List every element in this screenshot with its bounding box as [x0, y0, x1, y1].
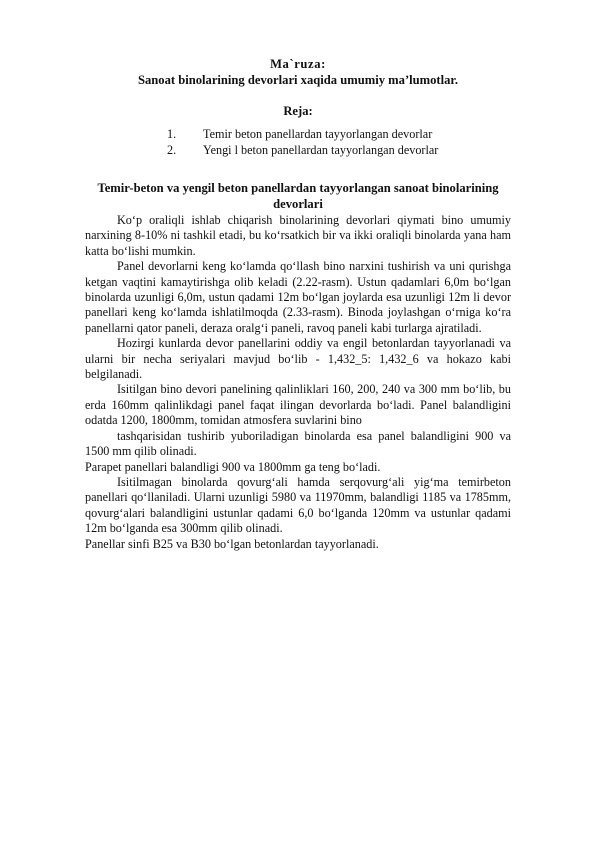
body-paragraph: Panellar sinfi B25 va B30 bo‘lgan betonlardan tayyorlanadi.	[85, 536, 379, 551]
body-paragraph: Hozirgi kunlarda devor panellarini oddiy va engil betonlardan tayyorlanadi va ularni bir necha seriyalari mavjud bo‘lib - 1,432_5: 1,432_6 va hokazo kabi belgilanadi.	[85, 336, 511, 382]
plan-item	[85, 143, 511, 159]
document-page	[85, 56, 511, 552]
section-heading: Temir-beton va yengil beton panellardan tayyorlangan sanoat binolarining devorlari	[97, 181, 499, 211]
body-paragraph: Isitilmagan binolarda qovurg‘ali hamda serqovurg‘ali yig‘ma temirbeton panellari qo‘llaniladi. Ularni uzunligi 5980 va 11970mm, balandligi 1185 va 1785mm, qovurg‘alari balandligini ustunlar qadami 6,0 bo‘lganda 120mm va ustunlar qadami 12m bo‘lganda esa 300mm qilib olinadi.	[85, 474, 511, 536]
body-paragraph: Parapet panellari balandligi 900 va 1800mm ga teng bo‘ladi.	[85, 459, 381, 474]
body-paragraph: Isitilgan bino devori panelining qalinliklari 160, 200, 240 va 300 mm bo‘lib, bu erda 160mm qalinlikdagi panel faqat ilingan devorlarda bo‘ladi. Panel balandligini odatda 1200, 1800mm, tomidan atmosfera suvlarini bino	[85, 382, 511, 428]
lecture-label: Ma`ruza:	[270, 57, 326, 71]
plan-item	[85, 127, 511, 143]
plan-item-number: 2.	[167, 143, 177, 157]
body-paragraph: Ko‘p oraliqli ishlab chiqarish binolarining devorlari qiymati bino umumiy narxining 8-10% ni tashkil etadi, bu ko‘rsatkich bir va ikki oraliqli binolarda yana ham katta bo‘lishi mumkin.	[85, 213, 511, 258]
plan-item-number: 1.	[167, 127, 177, 141]
lecture-title: Sanoat binolarining devorlari xaqida umumiy ma’lumotlar.	[137, 73, 458, 87]
plan-item-text: Yengi l beton panellardan tayyorlangan devorlar	[203, 143, 439, 157]
body-paragraph: Panel devorlarni keng ko‘lamda qo‘llash bino narxini tushirish va uni qurishga ketgan vaqtini kamaytirishga olib keladi (2.22-rasm). Ustun qadamlari 6,0m bo‘lgan binolarda uzunligi 6,0m, ustun qadami 12m bo‘lgan joylarda esa uzunligi 12m li devor panellari keng ko‘lamda ishlatilmoqda (2.33-rasm). Binoda joylashgan o‘rniga ko‘ra panellarni qator paneli, deraza oralg‘i paneli, ravoq paneli kabi turlarga ajratiladi.	[85, 259, 511, 335]
plan-list	[85, 127, 511, 159]
plan-heading: Reja:	[283, 104, 313, 118]
plan-item-text: Temir beton panellardan tayyorlangan devorlar	[203, 127, 433, 141]
body-paragraph: tashqarisidan tushirib yuboriladigan binolarda esa panel balandligini 900 va 1500 mm qilib olinadi.	[85, 428, 511, 459]
